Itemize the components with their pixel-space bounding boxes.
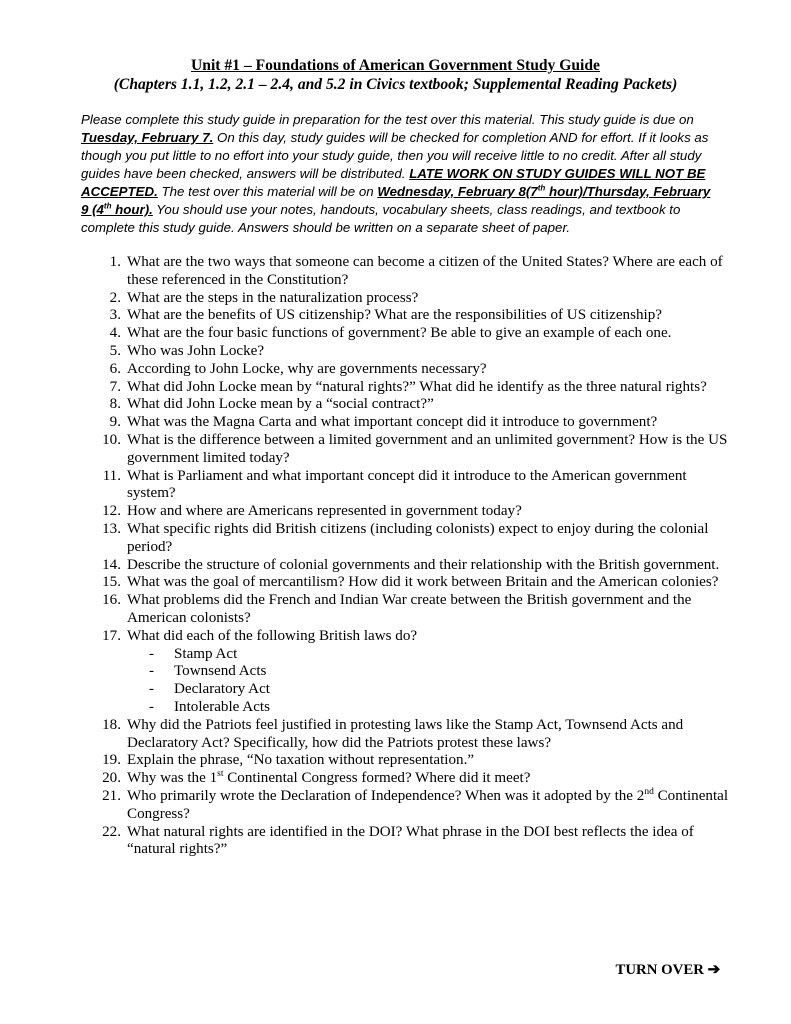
- question-number: 16.: [102, 592, 121, 609]
- document-title: Unit #1 – Foundations of American Government Study Guide: [191, 57, 600, 74]
- question-text: Explain the phrase, “No taxation without representation.”: [127, 752, 475, 769]
- question-text: What is Parliament and what important concept did it introduce to the American government system?: [127, 467, 687, 502]
- instructions-text: Please complete this study guide in preparation for the test over this material. This study guide is due on: [81, 112, 694, 127]
- turn-over-text: TURN OVER: [615, 962, 704, 978]
- instructions-text: On this day, study guides will be checked for completion AND for effort. If it looks as though you put little to no effort into your study guide, then you will receive little to no credit. After all study guides have been checked, answers will be distributed.: [81, 130, 709, 181]
- question-number: 6.: [109, 360, 121, 377]
- question-text: How and where are Americans represented in government today?: [127, 503, 522, 520]
- question-text: What are the benefits of US citizenship? What are the responsibilities of US citizenship?: [127, 307, 662, 324]
- late-work-warning: LATE WORK ON STUDY GUIDES WILL NOT BE ACCEPTED.: [81, 166, 706, 199]
- due-date: Tuesday, February 7.: [81, 130, 214, 145]
- question-number: 22.: [102, 823, 121, 840]
- question-number: 1.: [109, 254, 121, 270]
- question-number: 12.: [102, 503, 121, 520]
- instructions-text: The test over this material will be on: [157, 184, 378, 199]
- question-number: 4.: [109, 325, 121, 342]
- question-number: 8.: [109, 396, 121, 413]
- question-item: [81, 557, 731, 575]
- question-item: [81, 414, 731, 432]
- question-number: 17.: [102, 627, 121, 644]
- british-law-item: - Intolerable Acts: [149, 698, 270, 715]
- question-item: [81, 396, 731, 414]
- question-text: What was the goal of mercantilism? How did it work between Britain and the American colonies?: [127, 574, 719, 591]
- british-law-item: - Townsend Acts: [149, 663, 267, 680]
- question-text: According to John Locke, why are governments necessary?: [127, 360, 487, 377]
- british-law-name: Townsend Acts: [174, 663, 267, 680]
- question-text: Who was John Locke?: [127, 342, 265, 359]
- question-text: What did each of the following British laws do?: [127, 627, 418, 644]
- question-item: [81, 752, 731, 770]
- question-text: What problems did the French and Indian War create between the British government and the American colonists?: [127, 592, 692, 626]
- question-item: [81, 325, 731, 343]
- question-number: 19.: [102, 752, 121, 769]
- british-laws-list: [127, 646, 731, 717]
- question-text: What was the Magna Carta and what important concept did it introduce to government?: [127, 414, 658, 431]
- question-item: [81, 361, 731, 379]
- test-dates: Wednesday, February 8(7th hour)/Thursday, February 9 (4th hour).: [81, 183, 711, 217]
- question-item: [81, 290, 731, 308]
- question-item: [81, 824, 731, 860]
- question-item: [81, 592, 731, 628]
- question-number: 14.: [102, 556, 121, 573]
- instructions-paragraph: [81, 111, 721, 237]
- question-number: 20.: [102, 770, 121, 787]
- question-number: 10.: [102, 431, 121, 448]
- question-item: [81, 521, 731, 557]
- question-text: What did John Locke mean by “natural rights?” What did he identify as the three natural rights?: [127, 378, 707, 395]
- question-text: What is the difference between a limited government and an unlimited government? How is the US government limited today?: [127, 431, 728, 466]
- question-number: 3.: [109, 307, 121, 324]
- question-item: [81, 379, 731, 397]
- document-header: [0, 56, 791, 94]
- question-number: 13.: [102, 520, 121, 537]
- document-subtitle: (Chapters 1.1, 1.2, 2.1 – 2.4, and 5.2 in Civics textbook; Supplemental Reading Packets): [113, 76, 678, 93]
- question-item: [81, 432, 731, 468]
- question-number: 9.: [109, 414, 121, 431]
- question-number: 2.: [109, 289, 121, 306]
- question-number: 15.: [102, 574, 121, 591]
- question-text: Describe the structure of colonial governments and their relationship with the British government.: [127, 556, 720, 573]
- british-law-name: Intolerable Acts: [174, 698, 270, 715]
- question-item: [81, 628, 731, 717]
- question-text: What specific rights did British citizens (including colonists) expect to enjoy during the colonial period?: [127, 520, 709, 555]
- question-item: [81, 343, 731, 361]
- question-text: Why was the 1st Continental Congress formed? Where did it meet?: [127, 769, 531, 787]
- question-text: Who primarily wrote the Declaration of Independence? When was it adopted by the 2nd Continental Congress?: [127, 786, 729, 822]
- question-text: What are the two ways that someone can become a citizen of the United States? Where are each of these referenced in the Constitution?: [127, 254, 723, 288]
- question-number: 11.: [102, 467, 121, 484]
- british-law-name: Stamp Act: [174, 645, 238, 662]
- british-law-name: Declaratory Act: [174, 681, 270, 698]
- question-text: What are the four basic functions of government? Be able to give an example of each one.: [127, 325, 672, 342]
- question-list: [81, 254, 731, 859]
- question-number: 18.: [102, 716, 121, 733]
- question-number: 21.: [102, 787, 121, 804]
- instructions-text: You should use your notes, handouts, vocabulary sheets, class readings, and textbook to complete this study guide. Answers should be written on a separate sheet of paper.: [81, 202, 681, 235]
- question-number: 5.: [109, 342, 121, 359]
- question-text: What did John Locke mean by a “social contract?”: [127, 396, 434, 413]
- question-item: [81, 717, 731, 753]
- turn-over-label: [616, 961, 721, 979]
- question-item: [81, 574, 731, 592]
- question-item: [81, 503, 731, 521]
- question-item: [81, 468, 731, 504]
- question-text: Why did the Patriots feel justified in protesting laws like the Stamp Act, Townsend Acts and Declaratory Act? Specifically, how did the Patriots protest these laws?: [127, 716, 684, 751]
- question-item: [81, 770, 731, 788]
- question-text: What are the steps in the naturalization process?: [127, 289, 419, 306]
- question-item: [81, 307, 731, 325]
- question-item: [81, 254, 731, 290]
- question-item: [81, 788, 731, 824]
- question-number: 7.: [109, 378, 121, 395]
- question-text: What natural rights are identified in the DOI? What phrase in the DOI best reflects the idea of “natural rights?”: [127, 823, 694, 858]
- right-arrow-icon: ➔: [707, 962, 720, 978]
- british-law-item: - Declaratory Act: [149, 681, 270, 698]
- british-law-item: - Stamp Act: [149, 645, 238, 662]
